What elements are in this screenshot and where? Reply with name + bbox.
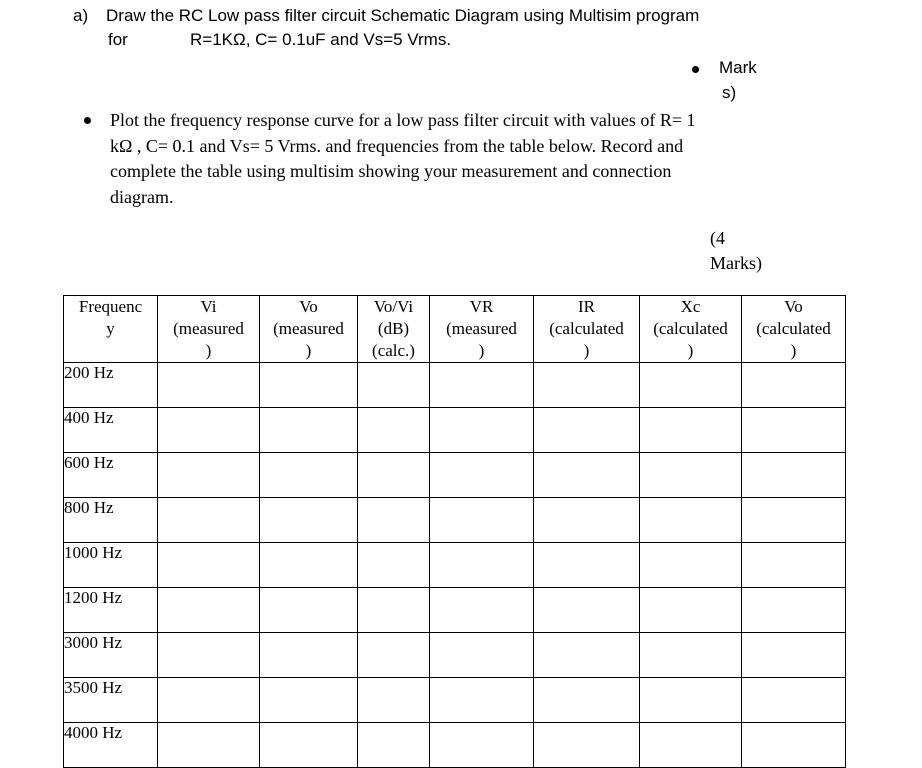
column-header-line: Vo — [784, 297, 803, 316]
column-header-line: Frequenc — [78, 297, 143, 316]
column-header — [430, 296, 534, 363]
empty-entry-cell[interactable] — [260, 543, 358, 588]
table-row — [64, 633, 846, 678]
empty-entry-cell[interactable] — [358, 633, 430, 678]
empty-entry-cell[interactable] — [534, 723, 640, 768]
plot-instruction-line: kΩ , C= 0.1 and Vs= 5 Vrms. and frequencies from the table below. Record and — [110, 135, 684, 156]
empty-entry-cell[interactable] — [260, 363, 358, 408]
empty-entry-cell[interactable] — [742, 543, 846, 588]
column-header-line: (calculated — [756, 319, 831, 338]
empty-entry-cell[interactable] — [742, 498, 846, 543]
empty-entry-cell[interactable] — [358, 453, 430, 498]
empty-entry-cell[interactable] — [158, 678, 260, 723]
empty-entry-cell[interactable] — [260, 498, 358, 543]
empty-entry-cell[interactable] — [742, 408, 846, 453]
plot-instruction-line: diagram. — [110, 186, 174, 207]
empty-entry-cell[interactable] — [158, 723, 260, 768]
empty-entry-cell[interactable] — [430, 363, 534, 408]
column-header-line: Xc — [680, 297, 701, 316]
question-for: for — [108, 30, 128, 49]
table-row — [64, 453, 846, 498]
empty-entry-cell[interactable] — [640, 363, 742, 408]
empty-entry-cell[interactable] — [640, 453, 742, 498]
empty-entry-cell[interactable] — [534, 498, 640, 543]
column-header-line: IR — [578, 297, 595, 316]
empty-entry-cell[interactable] — [260, 588, 358, 633]
empty-entry-cell[interactable] — [430, 453, 534, 498]
frequency-cell: 200 Hz — [64, 363, 158, 408]
question-label: a) — [73, 6, 89, 25]
empty-entry-cell[interactable] — [358, 363, 430, 408]
empty-entry-cell[interactable] — [158, 543, 260, 588]
plot-instruction-line: complete the table using multisim showing your measurement and connection — [110, 161, 672, 181]
empty-entry-cell[interactable] — [158, 453, 260, 498]
empty-entry-cell[interactable] — [358, 588, 430, 633]
column-header-line: ) — [583, 341, 590, 360]
frequency-cell: 3000 Hz — [64, 633, 158, 678]
empty-entry-cell[interactable] — [358, 678, 430, 723]
table-row — [64, 588, 846, 633]
question-component-values: R=1KΩ, C= 0.1uF and Vs=5 Vrms. — [190, 30, 452, 49]
frequency-cell: 800 Hz — [64, 498, 158, 543]
column-header — [534, 296, 640, 363]
empty-entry-cell[interactable] — [534, 543, 640, 588]
column-header-line: ) — [478, 341, 485, 360]
column-header-line: (measured — [446, 319, 517, 338]
empty-entry-cell[interactable] — [430, 543, 534, 588]
column-header-line: y — [106, 319, 115, 338]
bullet-icon — [692, 66, 699, 73]
empty-entry-cell[interactable] — [158, 588, 260, 633]
empty-entry-cell[interactable] — [430, 408, 534, 453]
empty-entry-cell[interactable] — [158, 408, 260, 453]
empty-entry-cell[interactable] — [260, 453, 358, 498]
empty-entry-cell[interactable] — [534, 363, 640, 408]
table-row — [64, 678, 846, 723]
empty-entry-cell[interactable] — [358, 543, 430, 588]
empty-entry-cell[interactable] — [534, 588, 640, 633]
empty-entry-cell[interactable] — [640, 498, 742, 543]
column-header-line: ) — [305, 341, 312, 360]
frequency-cell: 600 Hz — [64, 453, 158, 498]
empty-entry-cell[interactable] — [158, 633, 260, 678]
empty-entry-cell[interactable] — [358, 498, 430, 543]
column-header — [158, 296, 260, 363]
column-header — [260, 296, 358, 363]
column-header-line: ) — [205, 341, 212, 360]
empty-entry-cell[interactable] — [430, 723, 534, 768]
table-row — [64, 408, 846, 453]
empty-entry-cell[interactable] — [640, 678, 742, 723]
empty-entry-cell[interactable] — [358, 723, 430, 768]
table-row — [64, 723, 846, 768]
empty-entry-cell[interactable] — [534, 633, 640, 678]
empty-entry-cell[interactable] — [430, 588, 534, 633]
column-header-line: Vi — [200, 297, 217, 316]
plot-instruction-line: Plot the frequency response curve for a low pass filter circuit with values of R= 1 — [110, 110, 696, 130]
marks-label-1b: s) — [722, 83, 737, 102]
measurement-table — [63, 295, 846, 768]
empty-entry-cell[interactable] — [640, 408, 742, 453]
column-header-line: (measured — [273, 319, 344, 338]
empty-entry-cell[interactable] — [358, 408, 430, 453]
frequency-cell: 1000 Hz — [64, 543, 158, 588]
column-header-line: Vo — [299, 297, 318, 316]
empty-entry-cell[interactable] — [742, 723, 846, 768]
column-header-line: (calculated — [549, 319, 624, 338]
marks-label-1a: Mark — [719, 58, 757, 77]
column-header-line: (calculated — [653, 319, 728, 338]
column-header-line: (calc.) — [372, 341, 415, 360]
empty-entry-cell[interactable] — [430, 633, 534, 678]
column-header — [358, 296, 430, 363]
column-header-line: (dB) — [377, 319, 410, 338]
empty-entry-cell[interactable] — [534, 408, 640, 453]
column-header-line: Vo/Vi — [373, 297, 414, 316]
empty-entry-cell[interactable] — [742, 678, 846, 723]
empty-entry-cell[interactable] — [430, 498, 534, 543]
empty-entry-cell[interactable] — [534, 678, 640, 723]
frequency-cell: 3500 Hz — [64, 678, 158, 723]
empty-entry-cell[interactable] — [742, 363, 846, 408]
column-header — [64, 296, 158, 363]
empty-entry-cell[interactable] — [640, 543, 742, 588]
empty-entry-cell[interactable] — [742, 453, 846, 498]
plot-instruction — [110, 108, 770, 210]
column-header-line: (measured — [173, 319, 244, 338]
column-header-line: ) — [687, 341, 694, 360]
empty-entry-cell[interactable] — [158, 498, 260, 543]
empty-entry-cell[interactable] — [260, 723, 358, 768]
frequency-cell: 4000 Hz — [64, 723, 158, 768]
column-header-line: ) — [790, 341, 797, 360]
table-row — [64, 543, 846, 588]
marks-label-2b: Marks) — [710, 253, 762, 273]
table-header-row — [64, 296, 846, 363]
frequency-cell: 400 Hz — [64, 408, 158, 453]
empty-entry-cell[interactable] — [640, 633, 742, 678]
table-row — [64, 363, 846, 408]
empty-entry-cell[interactable] — [640, 588, 742, 633]
table-row — [64, 498, 846, 543]
column-header-line: VR — [469, 297, 494, 316]
empty-entry-cell[interactable] — [640, 723, 742, 768]
empty-entry-cell[interactable] — [742, 633, 846, 678]
empty-entry-cell[interactable] — [534, 453, 640, 498]
marks-label-2a: (4 — [710, 228, 725, 248]
frequency-cell: 1200 Hz — [64, 588, 158, 633]
empty-entry-cell[interactable] — [260, 408, 358, 453]
empty-entry-cell[interactable] — [742, 588, 846, 633]
empty-entry-cell[interactable] — [260, 678, 358, 723]
bullet-icon — [84, 117, 91, 124]
empty-entry-cell[interactable] — [158, 363, 260, 408]
empty-entry-cell[interactable] — [260, 633, 358, 678]
column-header — [742, 296, 846, 363]
column-header — [640, 296, 742, 363]
empty-entry-cell[interactable] — [430, 678, 534, 723]
question-instruction: Draw the RC Low pass filter circuit Schematic Diagram using Multisim program — [106, 6, 700, 25]
